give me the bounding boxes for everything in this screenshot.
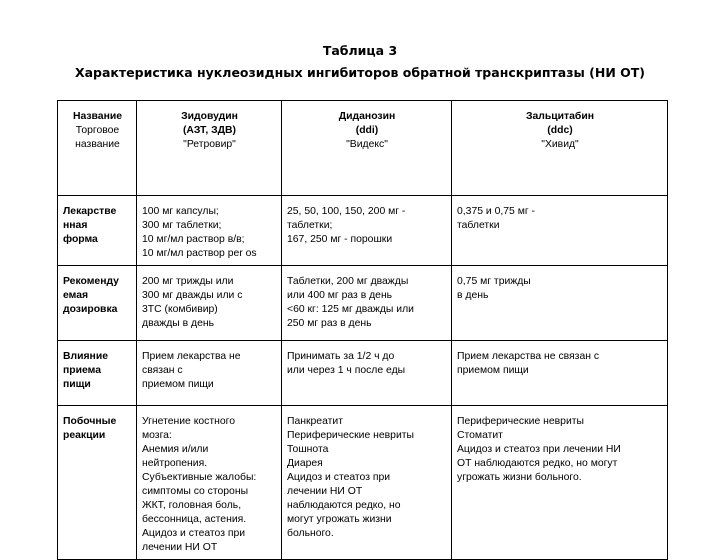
cell-text: Панкреатит: [287, 416, 343, 427]
cell-text: 10 мг/мл раствор per os: [142, 248, 257, 259]
cell-text: таблетки: [457, 220, 500, 231]
cell-text: приемом пищи: [457, 365, 529, 376]
cell-text: Таблетки, 200 мг дважды: [287, 276, 409, 287]
table-row: [58, 266, 668, 341]
cell-zalcitabine-side-effects: [452, 406, 668, 560]
cell-text: 100 мг капсулы;: [142, 206, 219, 217]
cell-text: 300 мг дважды или с: [142, 290, 243, 301]
cell-text: в день: [457, 290, 489, 301]
row-header-text: приема: [63, 365, 101, 376]
cell-text: Стоматит: [457, 430, 503, 441]
drug-trade-name: "Хивид": [541, 139, 579, 150]
row-header-text: Лекарстве: [63, 206, 117, 217]
cell-text: таблетки;: [287, 220, 333, 231]
cell-text: наблюдаются редко, но: [287, 500, 401, 511]
cell-text: 10 мг/мл раствор в/в;: [142, 234, 245, 245]
cell-text: Периферические невриты: [287, 430, 414, 441]
cell-text: 25, 50, 100, 150, 200 мг -: [287, 206, 406, 217]
cell-zalcitabine-form: [452, 196, 668, 266]
drug-abbr: (АЗТ, ЗДВ): [182, 125, 237, 136]
cell-text: Угнетение костного: [142, 416, 235, 427]
cell-zidovudine-dosage: [137, 266, 282, 341]
header-trade-label: Торговое: [75, 125, 120, 136]
cell-text: угрожать жизни больного.: [457, 472, 582, 483]
cell-text: Тошнота: [287, 444, 329, 455]
cell-text: симптомы со стороны: [142, 486, 249, 497]
cell-didanosine-form: [282, 196, 452, 266]
cell-text: мозга:: [142, 430, 172, 441]
cell-text: Субъективные жалобы:: [142, 472, 257, 483]
table-row: [58, 196, 668, 266]
table-number: Таблица 3: [322, 43, 398, 58]
row-header-dosage: [58, 266, 137, 341]
table-title: Характеристика нуклеозидных ингибиторов обратной транскриптазы (НИ ОТ): [74, 65, 646, 80]
cell-text: Прием лекарства не связан с: [457, 351, 600, 362]
cell-text: 3ТС (комбивир): [142, 304, 218, 315]
row-header-text: Рекоменду: [63, 276, 119, 287]
cell-text: 300 мг таблетки;: [142, 220, 222, 231]
drug-name: Диданозин: [338, 111, 396, 122]
row-header-text: Влияние: [63, 351, 108, 362]
row-header-side-effects: [58, 406, 137, 560]
cell-text: или 400 мг раз в день: [287, 290, 393, 301]
table-row: [58, 341, 668, 406]
cell-text: Периферические невриты: [457, 416, 584, 427]
row-header-text: пищи: [63, 379, 91, 390]
cell-zidovudine-form: [137, 196, 282, 266]
table-row: [58, 406, 668, 560]
row-header-text: Побочные: [63, 416, 117, 427]
cell-zidovudine-food: [137, 341, 282, 406]
drug-abbr: (ddi): [355, 125, 379, 136]
row-header-form: [58, 196, 137, 266]
cell-text: 0,75 мг трижды: [457, 276, 531, 287]
cell-didanosine-food: [282, 341, 452, 406]
cell-text: или через 1 ч после еды: [287, 365, 406, 376]
cell-didanosine-side-effects: [282, 406, 452, 560]
drug-table: [57, 100, 668, 560]
cell-text: Анемия и/или: [142, 444, 209, 455]
row-header-text: нная: [63, 220, 88, 231]
cell-text: Ацидоз и стеатоз при лечении НИ: [457, 444, 621, 455]
row-header-text: реакции: [63, 430, 106, 441]
cell-text: бессонница, астения.: [142, 514, 247, 525]
cell-text: ЖКТ, головная боль,: [142, 500, 242, 511]
cell-text: 167, 250 мг - порошки: [287, 234, 393, 245]
header-row: [58, 101, 668, 196]
cell-text: 200 мг трижды или: [142, 276, 234, 287]
cell-text: <60 кг: 125 мг дважды или: [287, 304, 414, 315]
drug-abbr: (ddc): [547, 125, 573, 136]
drug-name: Зальцитабин: [525, 111, 594, 122]
cell-text: Диарея: [287, 458, 323, 469]
header-name-label: Название: [72, 111, 123, 122]
header-cell-name: [58, 101, 137, 196]
cell-zidovudine-side-effects: [137, 406, 282, 560]
row-header-food: [58, 341, 137, 406]
drug-name: Зидовудин: [181, 111, 238, 122]
cell-text: Принимать за 1/2 ч до: [287, 351, 395, 362]
row-header-text: форма: [63, 234, 98, 245]
cell-zalcitabine-dosage: [452, 266, 668, 341]
cell-zalcitabine-food: [452, 341, 668, 406]
cell-text: больного.: [287, 528, 334, 539]
cell-text: Ацидоз и стеатоз при: [287, 472, 391, 483]
header-cell-zalcitabine: [452, 101, 668, 196]
cell-text: приемом пищи: [142, 379, 214, 390]
cell-text: ОТ наблюдаются редко, но могут: [457, 458, 618, 469]
cell-text: лечении НИ ОТ: [142, 542, 218, 553]
drug-trade-name: "Видекс": [346, 139, 388, 150]
row-header-text: дозировка: [63, 304, 118, 315]
cell-text: Ацидоз и стеатоз при: [142, 528, 246, 539]
cell-text: 0,375 и 0,75 мг -: [457, 206, 535, 217]
drug-trade-name: "Ретровир": [183, 139, 236, 150]
cell-text: нейтропения.: [142, 458, 208, 469]
cell-text: лечении НИ ОТ: [287, 486, 363, 497]
header-trade-label: название: [75, 139, 120, 150]
cell-text: 250 мг раз в день: [287, 318, 372, 329]
cell-didanosine-dosage: [282, 266, 452, 341]
cell-text: могут угрожать жизни: [287, 514, 392, 525]
cell-text: Прием лекарства не: [142, 351, 241, 362]
table-caption: [0, 40, 720, 84]
header-cell-zidovudine: [137, 101, 282, 196]
cell-text: связан с: [142, 365, 183, 376]
cell-text: дважды в день: [142, 318, 215, 329]
row-header-text: емая: [63, 290, 89, 301]
header-cell-didanosine: [282, 101, 452, 196]
